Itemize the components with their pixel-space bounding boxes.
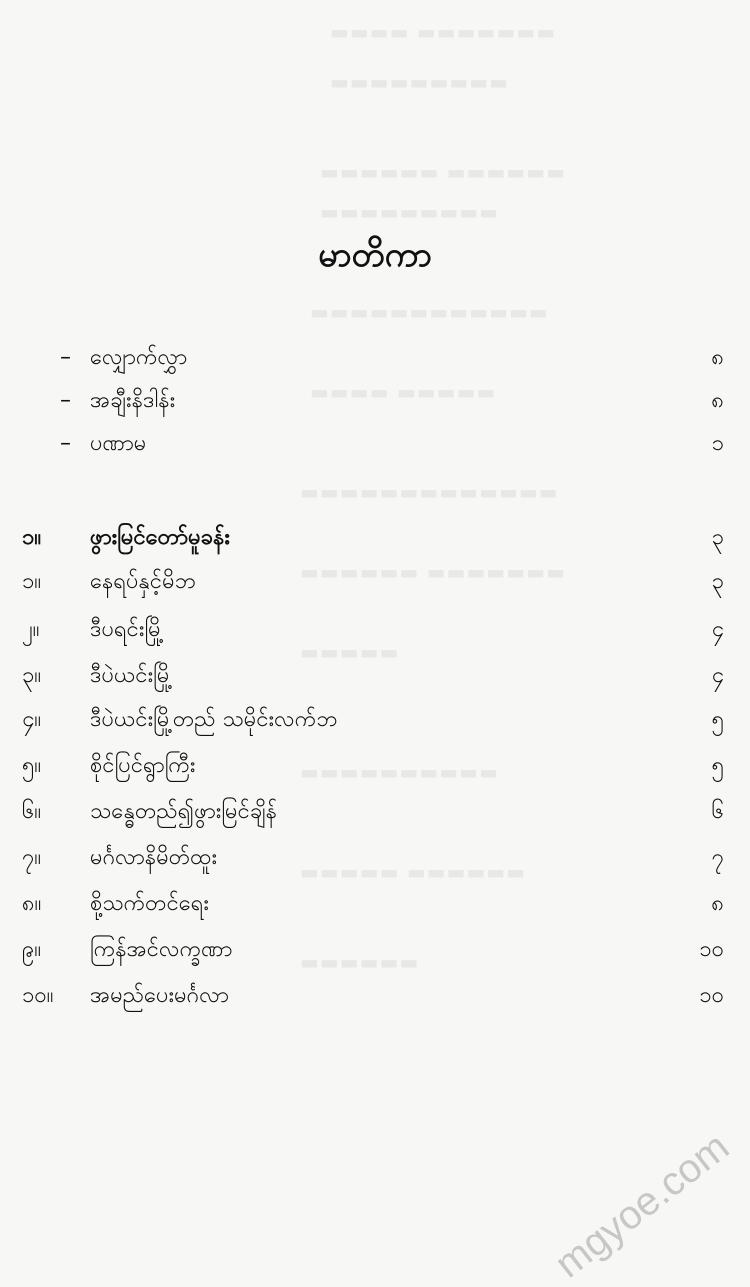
toc-entry	[0, 610, 750, 650]
toc-entry	[0, 700, 750, 740]
toc-number: ၄။	[22, 707, 42, 732]
toc-entry-label: စိုင်ပြင်ရွာကြီး	[90, 753, 196, 778]
toc-entry-label: ဒီပဲယင်းမြို့	[90, 663, 173, 688]
bleed-through-text: ▬▬▬▬▬▬ ▬▬▬▬▬▬▬	[300, 560, 567, 584]
bleed-through-text: ▬▬▬▬▬▬▬▬▬	[320, 200, 500, 224]
toc-entry-label: အမည်ပေးမင်္ဂလာ	[90, 983, 229, 1008]
toc-entry-front	[0, 381, 750, 421]
page-title: မာတိကာ	[318, 235, 432, 275]
toc-page-number: ၈	[711, 891, 724, 916]
toc-entry-label: စို့သက်တင်ရေး	[90, 891, 209, 916]
toc-page-number: ၃	[711, 569, 724, 594]
toc-page-number: ၄	[711, 617, 724, 642]
toc-page-number: ၅	[711, 753, 724, 778]
toc-entry	[0, 884, 750, 924]
toc-number: ၃။	[22, 663, 42, 688]
toc-number: ၇။	[22, 845, 42, 870]
toc-page-number: ၁	[711, 431, 724, 456]
toc-page-number: ၅	[711, 707, 724, 732]
toc-page-number: ၁၀	[699, 983, 724, 1008]
bleed-through-text: ▬▬▬▬▬ ▬▬▬▬▬▬	[300, 860, 527, 884]
toc-entry-label: ကြန်အင်လက္ခဏာ	[90, 937, 233, 962]
toc-entry	[0, 976, 750, 1016]
toc-number: ၂။	[22, 617, 40, 642]
bleed-through-text: ▬▬▬▬▬▬	[300, 950, 420, 974]
toc-entry-label: နေရပ်နှင့်မိဘ	[90, 569, 196, 594]
toc-entry-label: အချီးနိဒါန်း	[90, 388, 176, 413]
toc-entry	[0, 746, 750, 786]
toc-entry-label: ဒီပရင်းမြို့	[90, 617, 165, 642]
toc-entry-front	[0, 338, 750, 378]
toc-page-number: ၈	[711, 345, 724, 370]
toc-number: ၅။	[22, 753, 42, 778]
toc-dash: –	[60, 388, 71, 413]
toc-page-number: ၇	[711, 845, 724, 870]
watermark: mgyoe.com	[547, 1124, 738, 1287]
toc-number: ၈။	[22, 891, 42, 916]
toc-chapter-heading	[0, 518, 750, 558]
toc-entry	[0, 792, 750, 832]
bleed-through-text: ▬▬▬▬▬▬▬▬▬▬▬▬	[310, 300, 549, 324]
toc-number: ၁။	[22, 525, 42, 550]
bleed-through-text: ▬▬▬▬ ▬▬▬▬▬▬▬	[330, 20, 557, 44]
toc-page-number: ၆	[711, 799, 724, 824]
bleed-through-text: ▬▬▬▬▬▬▬▬▬	[330, 70, 510, 94]
toc-number: ၁၀။	[22, 983, 54, 1008]
bleed-through-text: ▬▬▬▬ ▬▬▬▬▬	[310, 380, 497, 404]
toc-entry-label: ဒီပဲယင်းမြို့တည် သမိုင်းလက်ဘ	[90, 707, 338, 732]
toc-dash: –	[60, 345, 71, 370]
toc-page-number: ၃	[711, 525, 724, 550]
toc-entry-label: မင်္ဂလာနိမိတ်ထူး	[90, 845, 218, 870]
toc-dash: –	[60, 431, 71, 456]
toc-page-number: ၁၀	[699, 937, 724, 962]
toc-number: ၁။	[22, 569, 42, 594]
toc-entry-label: ပဏာမ	[90, 431, 147, 456]
bleed-through-text: ▬▬▬▬▬▬▬▬▬▬▬▬▬	[300, 480, 559, 504]
toc-entry-label: ဖွားမြင်တော်မူခန်း	[90, 525, 230, 550]
toc-entry-front	[0, 424, 750, 464]
toc-entry	[0, 930, 750, 970]
bleed-through-text: ▬▬▬▬▬▬ ▬▬▬▬▬▬	[320, 160, 567, 184]
toc-entry	[0, 562, 750, 602]
bleed-through-text: ▬▬▬▬▬	[300, 640, 400, 664]
toc-entry	[0, 838, 750, 878]
toc-entry	[0, 656, 750, 696]
toc-entry-label: လျှောက်လွှာ	[90, 345, 188, 370]
toc-entry-label: သန္ဓေတည်၍ဖွားမြင်ချိန်	[90, 799, 278, 824]
toc-page-number: ၈	[711, 388, 724, 413]
toc-number: ၆။	[22, 799, 42, 824]
toc-page-number: ၄	[711, 663, 724, 688]
toc-number: ၉။	[22, 937, 42, 962]
bleed-through-text: ▬▬▬▬▬▬▬▬▬▬	[300, 760, 499, 784]
